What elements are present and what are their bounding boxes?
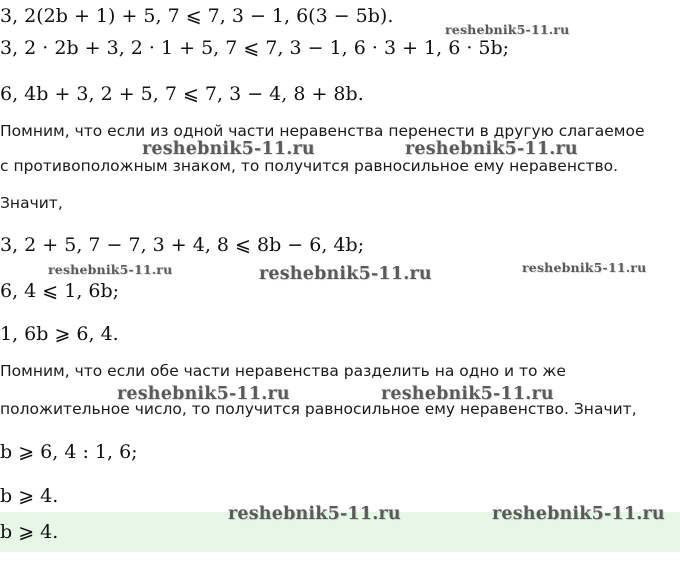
rule-text-1a: Помним, что если из одной части неравенства перенести в другую слагаемое (0, 122, 645, 140)
answer-line: b ⩾ 4. (0, 521, 59, 543)
watermark: reshebnik5-11.ru (117, 384, 290, 404)
equation-line-2: 3, 2 · 2b + 3, 2 · 1 + 5, 7 ⩽ 7, 3 − 1, 6 · 3 + 1, 6 · 5b; (0, 37, 510, 59)
rule-text-2a: Помним, что если обе части неравенства разделить на одно и то же (0, 362, 566, 380)
equation-line-6: 1, 6b ⩾ 6, 4. (0, 323, 119, 345)
watermark: reshebnik5-11.ru (522, 260, 647, 275)
equation-line-8: b ⩾ 4. (0, 485, 59, 507)
equation-line-3: 6, 4b + 3, 2 + 5, 7 ⩽ 7, 3 − 4, 8 + 8b. (0, 83, 364, 105)
equation-line-1: 3, 2(2b + 1) + 5, 7 ⩽ 7, 3 − 1, 6(3 − 5b). (0, 5, 394, 27)
watermark: reshebnik5-11.ru (259, 264, 432, 284)
watermark: reshebnik5-11.ru (445, 22, 570, 37)
equation-line-5: 6, 4 ⩽ 1, 6b; (0, 280, 120, 302)
watermark: reshebnik5-11.ru (492, 504, 665, 524)
rule-text-1b: с противоположным знаком, то получится равносильное ему неравенство. (0, 157, 619, 175)
watermark: reshebnik5-11.ru (48, 262, 173, 277)
rule-text-2b: положительное число, то получится равносильное ему неравенство. Значит, (0, 400, 637, 418)
equation-line-7: b ⩾ 6, 4 : 1, 6; (0, 441, 138, 463)
therefore-text-1: Значит, (0, 194, 63, 212)
equation-line-4: 3, 2 + 5, 7 − 7, 3 + 4, 8 ⩽ 8b − 6, 4b; (0, 234, 365, 256)
watermark: reshebnik5-11.ru (381, 384, 554, 404)
watermark: reshebnik5-11.ru (405, 139, 578, 159)
watermark: reshebnik5-11.ru (228, 504, 401, 524)
watermark: reshebnik5-11.ru (142, 139, 315, 159)
